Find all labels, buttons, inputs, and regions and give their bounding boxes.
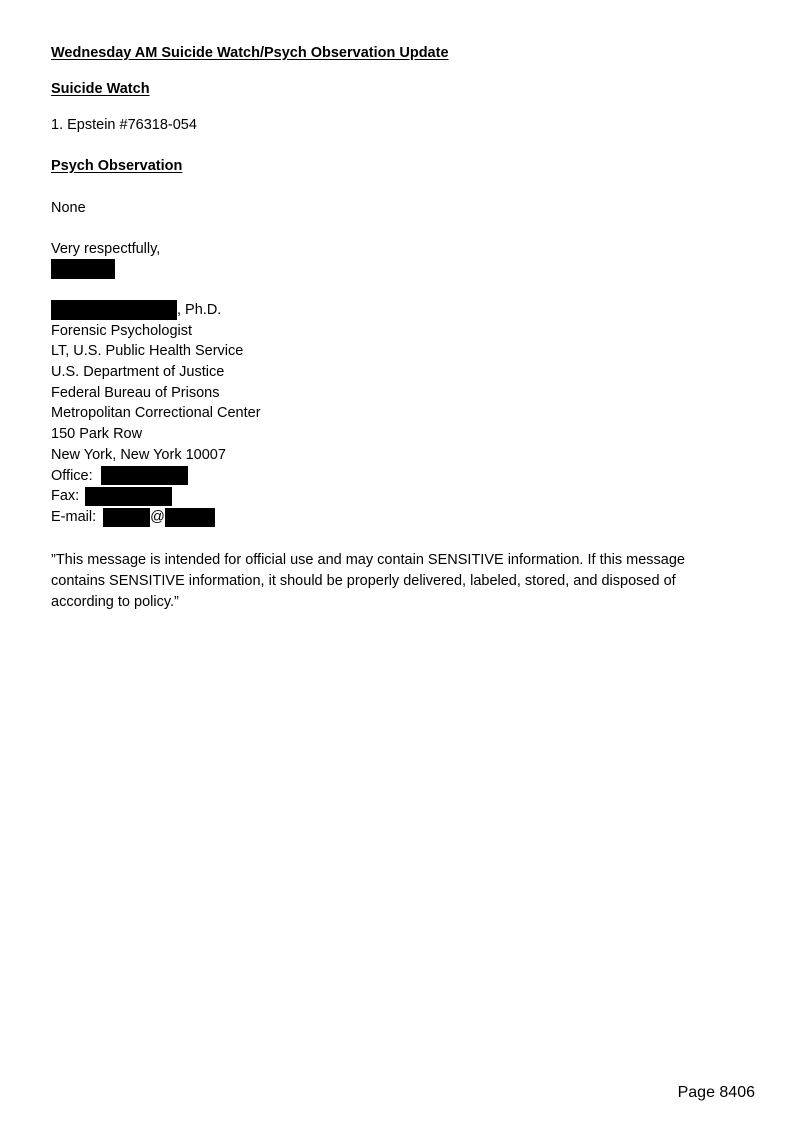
psych-observation-body: None: [51, 200, 86, 216]
email-line: [51, 507, 261, 528]
redaction-bar: [165, 508, 215, 527]
redaction-bar: [85, 487, 172, 506]
redaction-bar: [101, 466, 188, 485]
signature-bureau: Federal Bureau of Prisons: [51, 384, 220, 401]
redaction-bar: [51, 259, 115, 279]
email-at: @: [150, 508, 165, 525]
psych-observation-heading: Psych Observation: [51, 158, 183, 174]
fax-line: [51, 486, 261, 507]
signature-rank: LT, U.S. Public Health Service: [51, 343, 244, 360]
signature-redaction: [51, 259, 115, 280]
signature-street: 150 Park Row: [51, 426, 143, 443]
suicide-watch-heading: Suicide Watch: [51, 81, 150, 97]
disclaimer-text: ”This message is intended for official use and may contain SENSITIVE information. If this message contains SENSITIVE information, it should be properly delivered, labeled, stored, and disposed of according to policy.”: [51, 552, 685, 610]
signature-department: U.S. Department of Justice: [51, 364, 225, 381]
office-line: [51, 466, 261, 487]
page-number: Page 8406: [677, 1084, 755, 1101]
document-heading: Wednesday AM Suicide Watch/Psych Observation Update: [51, 45, 449, 61]
redaction-bar: [103, 508, 150, 527]
fax-label: Fax:: [51, 488, 80, 505]
email-label: E-mail:: [51, 508, 97, 525]
signature-facility: Metropolitan Correctional Center: [51, 405, 261, 422]
signature-block: [51, 300, 261, 528]
suicide-watch-item: 1. Epstein #76318-054: [51, 117, 197, 133]
office-label: Office:: [51, 467, 93, 484]
signature-city: New York, New York 10007: [51, 446, 226, 463]
closing-line: Very respectfully,: [51, 241, 161, 257]
name-suffix: , Ph.D.: [177, 302, 222, 318]
signature-title: Forensic Psychologist: [51, 322, 193, 339]
signature-name-line: [51, 300, 261, 321]
redaction-bar: [51, 300, 177, 320]
